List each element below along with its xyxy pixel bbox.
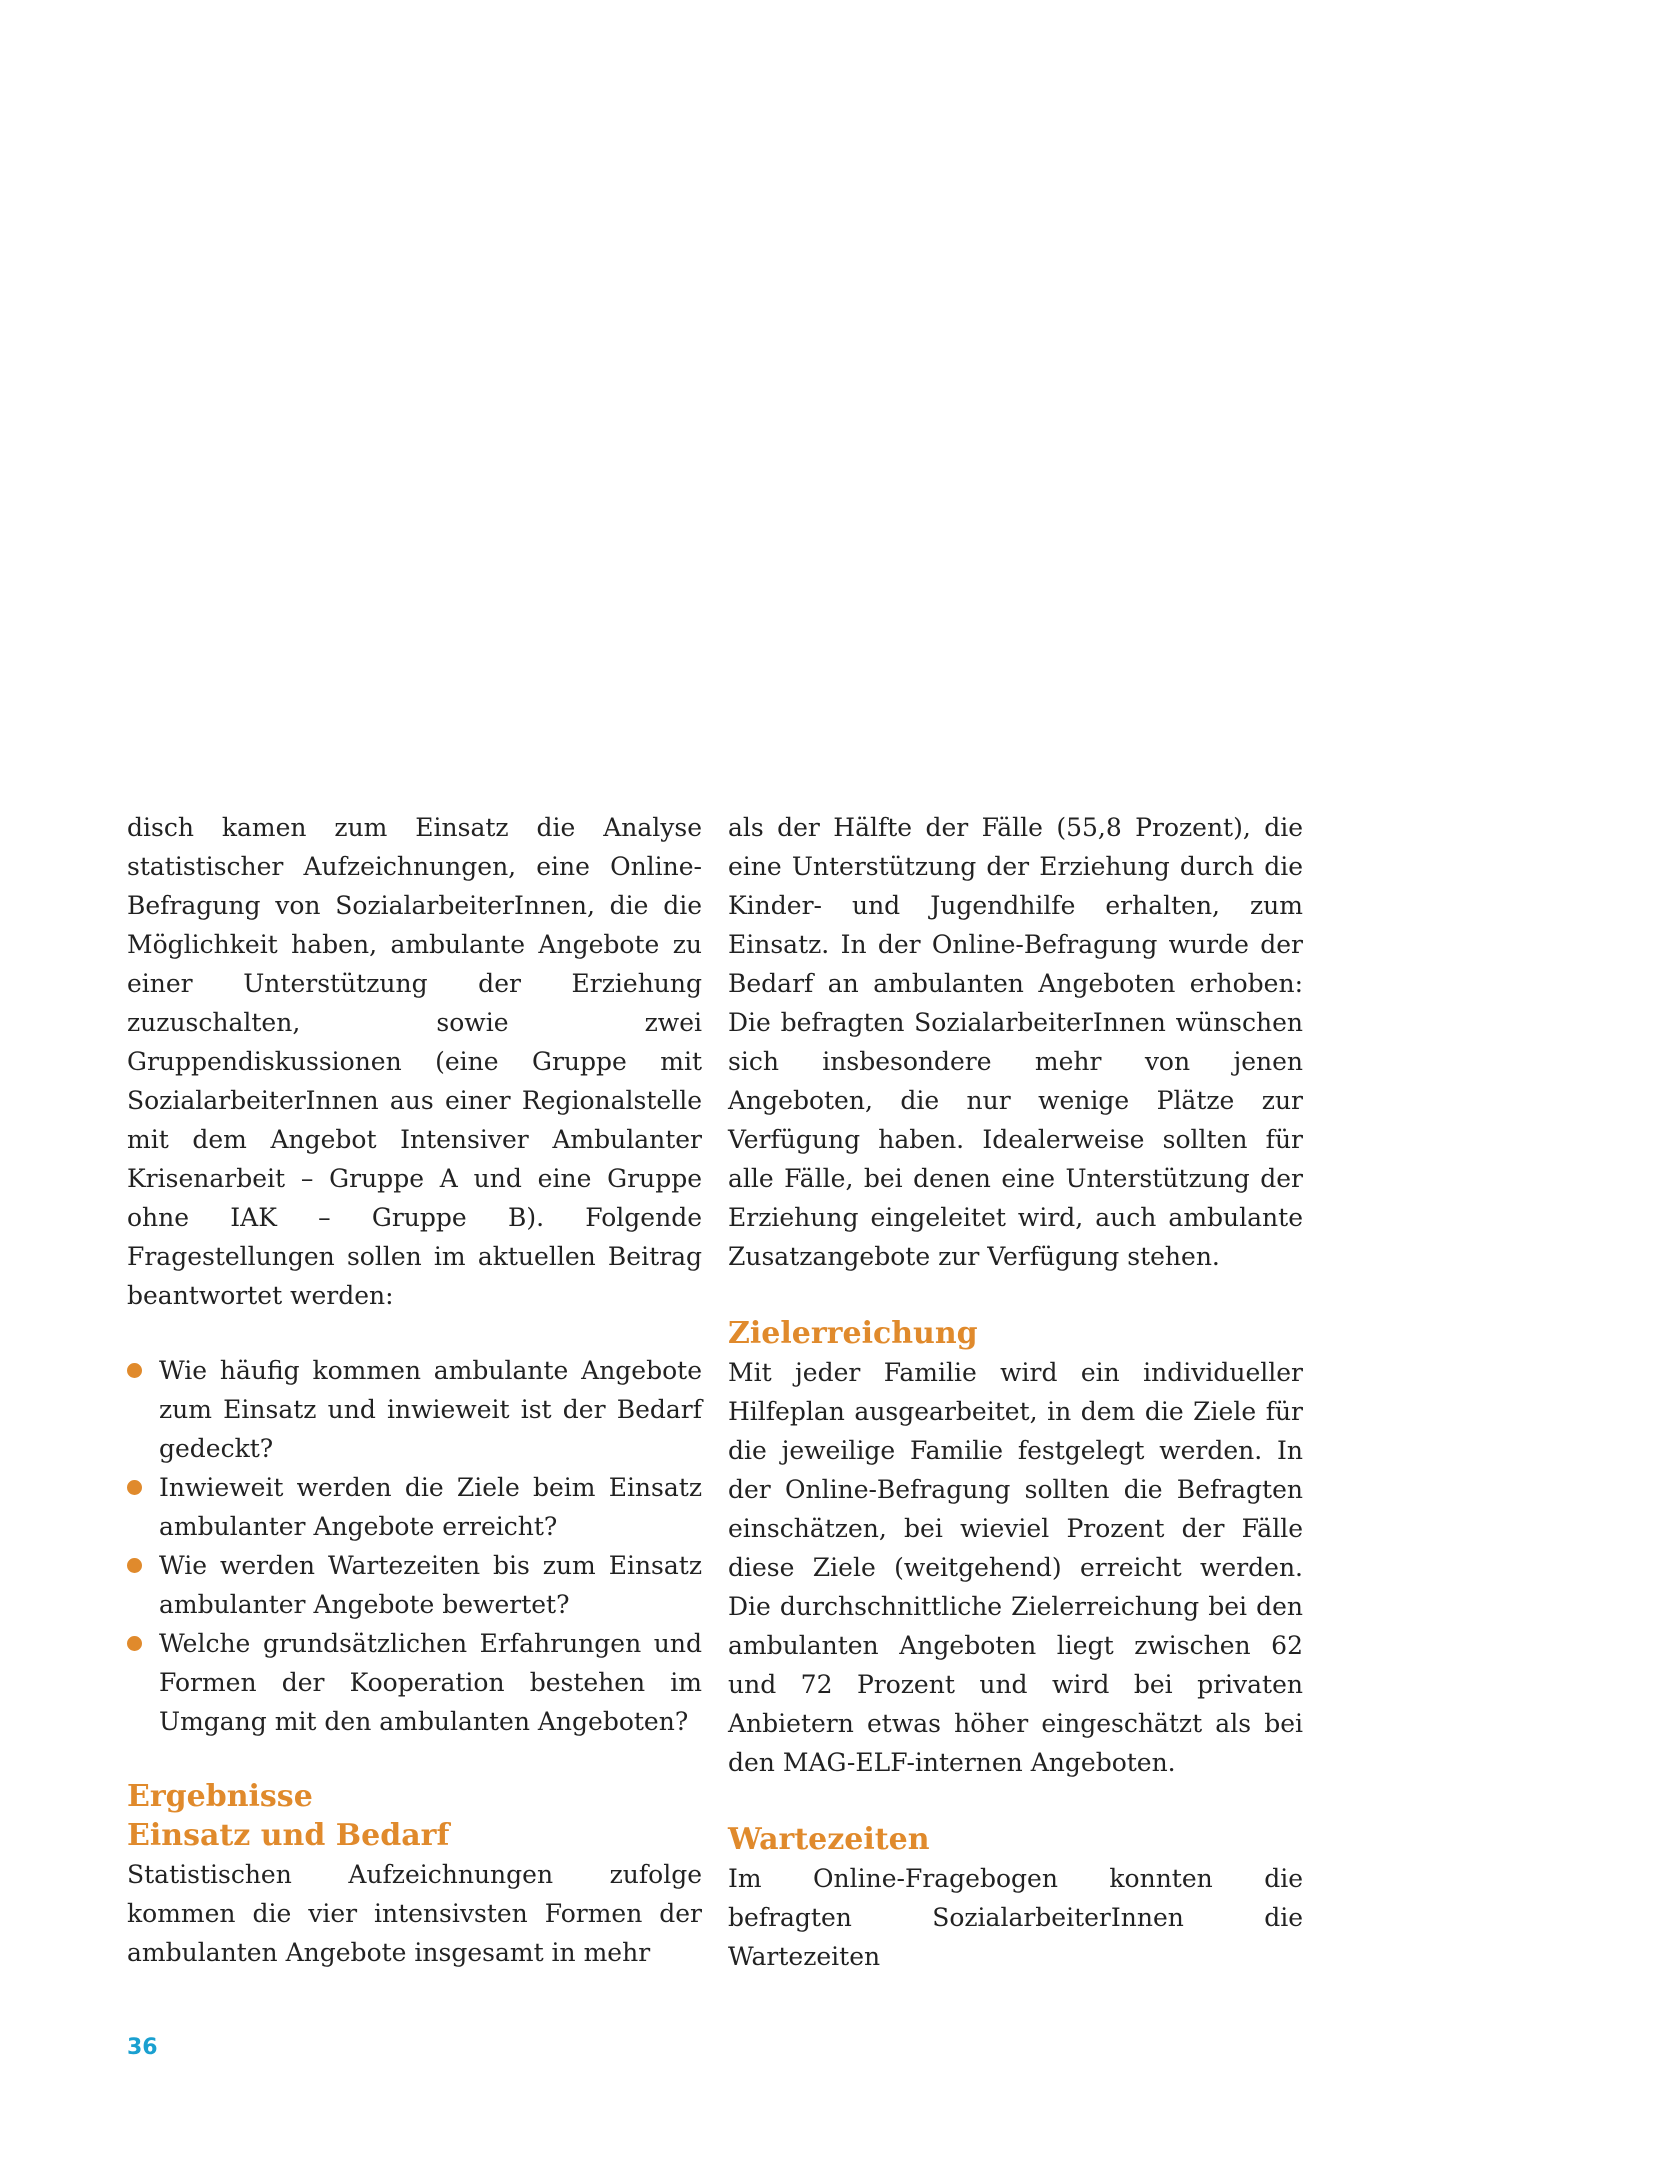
goals-paragraph: Mit jeder Familie wird ein individueller Hilfeplan ausgearbeitet, in dem die Ziele für die jeweilige Familie festgelegt werden. In der Online-Befragung sollten die Befragten einschätzen, bei wieviel Prozent der Fälle diese Ziele (weitgehend) erreicht werden. Die durchschnittliche Zielerreichung bei den ambulanten Angeboten liegt zwischen 62 und 72 Prozent und wird bei privaten Anbietern etwas höher eingeschätzt als bei den MAG-ELF-internen Angeboten. [728, 1358, 1303, 1777]
list-item: Inwieweit werden die Ziele beim Einsatz ambulanter Angebote erreicht? [127, 1468, 702, 1546]
page-number: 36 [127, 2035, 158, 2060]
continuation-paragraph: als der Hälfte der Fälle (55,8 Prozent), die eine Unterstützung der Erziehung durch die Kinder- und Jugendhilfe erhalten, zum Einsatz. In der Online-Befragung wurde der Bedarf an ambulanten Angeboten erhoben: Die befragten SozialarbeiterInnen wünschen sich insbesondere mehr von jenen Angeboten, die nur wenige Plätze zur Verfügung haben. Idealerweise sollten für alle Fälle, bei denen eine Unterstützung der Erziehung eingeleitet wird, auch ambulante Zusatzangebote zur Verfügung stehen. [728, 813, 1303, 1271]
bullet-icon [127, 1636, 142, 1651]
bullet-icon [127, 1363, 142, 1378]
subheading-waiting-times: Wartezeiten [728, 1822, 930, 1857]
bullet-icon [127, 1558, 142, 1573]
list-item: Wie häufig kommen ambulante Angebote zum Einsatz und inwieweit ist der Bedarf gedeckt? [127, 1351, 702, 1468]
right-column [728, 808, 1303, 1976]
intro-paragraph: disch kamen zum Einsatz die Analyse statistischer Aufzeichnungen, eine Online-Befragung von SozialarbeiterInnen, die die Möglichkeit haben, ambulante Angebote zu einer Unterstützung der Erziehung zuzuschalten, sowie zwei Gruppendiskussionen (eine Gruppe mit SozialarbeiterInnen aus einer Regionalstelle mit dem Angebot Intensiver Ambulanter Krisenarbeit – Gruppe A und eine Gruppe ohne IAK – Gruppe B). Folgende Fragestellungen sollen im aktuellen Beitrag beantwortet werden: [127, 813, 702, 1310]
left-column [127, 808, 702, 1972]
list-item: Welche grundsätzlichen Erfahrungen und Formen der Kooperation bestehen im Umgang mit den ambulanten Angeboten? [127, 1624, 702, 1741]
results-paragraph: Statistischen Aufzeichnungen zufolge kommen die vier intensivsten Formen der ambulanten Angebote insgesamt in mehr [127, 1860, 702, 1967]
section-heading-results: Ergebnisse [127, 1779, 313, 1814]
waiting-paragraph: Im Online-Fragebogen konnten die befragten SozialarbeiterInnen die Wartezeiten [728, 1864, 1303, 1971]
list-item: Wie werden Wartezeiten bis zum Einsatz ambulanter Angebote bewertet? [127, 1546, 702, 1624]
bullet-icon [127, 1480, 142, 1495]
subheading-goal-attainment: Zielerreichung [728, 1316, 978, 1351]
question-list [127, 1351, 702, 1741]
subheading-usage-demand: Einsatz und Bedarf [127, 1818, 450, 1853]
